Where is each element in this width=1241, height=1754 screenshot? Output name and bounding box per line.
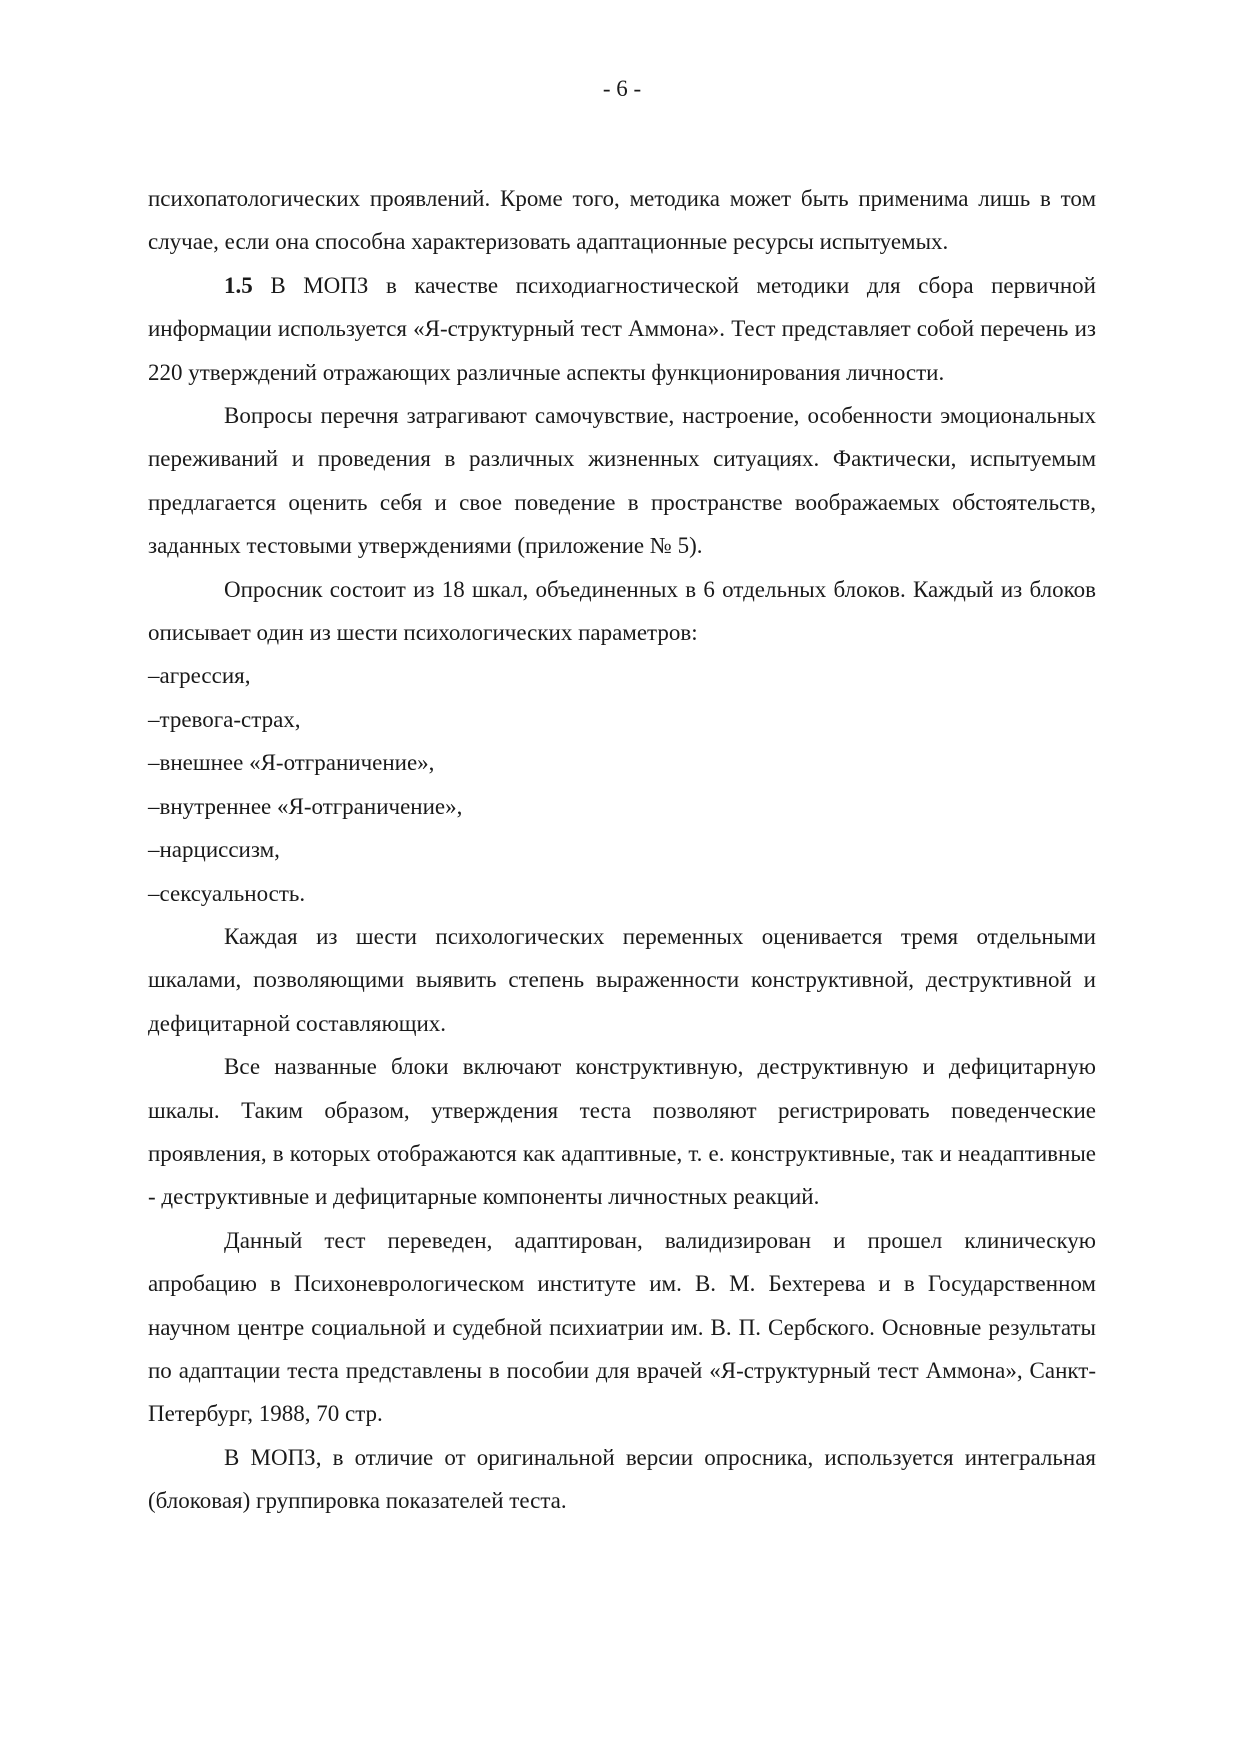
parameter-list	[148, 654, 1096, 914]
paragraph-2	[148, 264, 1096, 394]
paragraph-7: Данный тест переведен, адаптирован, валидизирован и прошел клиническую апробацию в Психоневрологическом институте им. В. М. Бехтерева и в Государственном научном центре социальной и судебной психиатрии им. В. П. Сербского. Основные результаты по адаптации теста представлены в пособии для врачей «Я-структурный тест Аммона», Санкт-Петербург, 1988, 70 стр.	[148, 1227, 1096, 1427]
paragraph-5: Каждая из шести психологических переменных оценивается тремя отдельными шкалами, позволяющими выявить степень выраженности конструктивной, деструктивной и дефицитарной составляющих.	[148, 923, 1096, 1036]
document-body	[148, 177, 1096, 1523]
page-number: - 6 -	[602, 76, 642, 101]
paragraph-6: Все названные блоки включают конструктивную, деструктивную и дефицитарную шкалы. Таким образом, утверждения теста позволяют регистрировать поведенческие проявления, в которых отображаются как адаптивные, т. е. конструктивные, так и неадаптивные - деструктивные и дефицитарные компоненты личностных реакций.	[148, 1054, 1096, 1210]
list-item: –агрессия,	[148, 663, 251, 689]
section-number: 1.5	[224, 272, 253, 298]
list-item: –сексуальность.	[148, 880, 306, 906]
paragraph-1: психопатологических проявлений. Кроме того, методика может быть применима лишь в том случае, если она способна характеризовать адаптационные ресурсы испытуемых.	[148, 186, 1096, 255]
paragraph-3: Вопросы перечня затрагивают самочувствие, настроение, особенности эмоциональных переживаний и проведения в различных жизненных ситуациях. Фактически, испытуемым предлагается оценить себя и свое поведение в пространстве воображаемых обстоятельств, заданных тестовыми утверждениями (приложение № 5).	[148, 403, 1096, 559]
paragraph-2-text: В МОПЗ в качестве психодиагностической методики для сбора первичной информации используется «Я-структурный тест Аммона». Тест представляет собой перечень из 220 утверждений отражающих различные аспекты функционирования личности.	[148, 272, 1096, 385]
list-item: –тревога-страх,	[148, 706, 301, 732]
list-item: –нарциссизм,	[148, 837, 280, 863]
paragraph-4: Опросник состоит из 18 шкал, объединенных в 6 отдельных блоков. Каждый из блоков описывает один из шести психологических параметров:	[148, 576, 1096, 646]
paragraph-8: В МОПЗ, в отличие от оригинальной версии опросника, используется интегральная (блоковая) группировка показателей теста.	[148, 1444, 1096, 1514]
list-item: –внешнее «Я-отграничение»,	[148, 750, 435, 776]
list-item: –внутреннее «Я-отграничение»,	[148, 793, 463, 819]
